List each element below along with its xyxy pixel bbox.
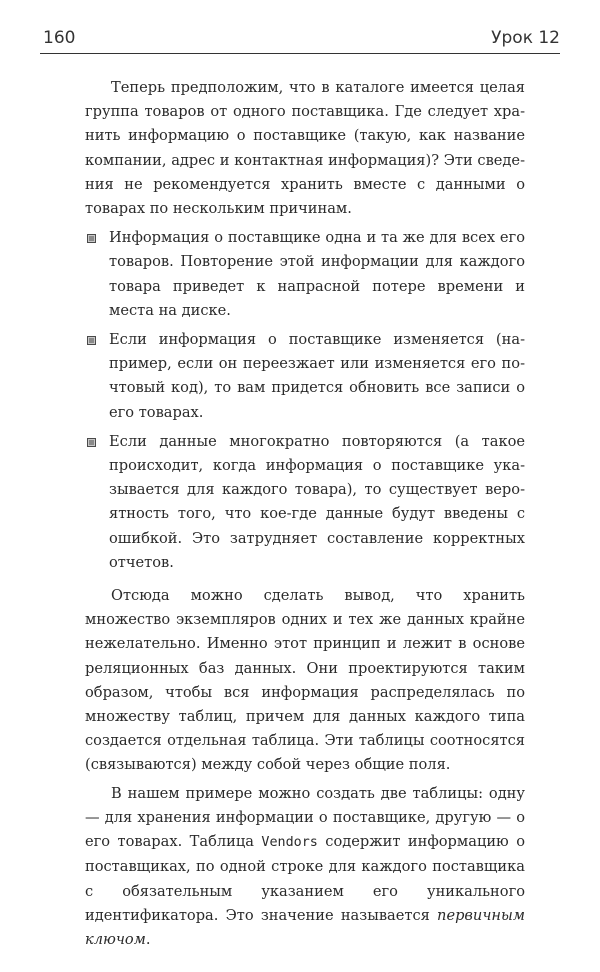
table-name-code: Vendors	[261, 835, 318, 851]
list-item-text: Информация о поставщике одна и та же для всех его товаров. Повторение этой информации для каждого товара приведет к напрасной потере времени и места на диске.	[109, 229, 525, 319]
page-header	[40, 22, 560, 52]
paragraph-example	[85, 782, 525, 952]
header-rule	[40, 53, 560, 54]
paragraph-intro: Теперь предположим, что в каталоге имеется целая группа товаров от одного поставщика. Где следует хранить информацию о поставщике (такую, как название компании, адрес и контактная информация)? Эти сведения не рекомендуется хранить вместе с данными о товарах по нескольким причинам.	[85, 79, 525, 218]
list-item	[109, 328, 525, 425]
running-head: Урок 12	[491, 28, 560, 48]
page-body	[85, 76, 525, 952]
list-item-text: Если информация о поставщике изменяется (например, если он переезжает или изменяется его почтовый код), то вам придется обновить все записи о его товарах.	[109, 331, 525, 421]
example-text-start: В нашем примере можно создать две таблицы: одну — для хранения информации о поставщике, другую — о его товарах. Таблица	[85, 784, 525, 851]
list-item-text: Если данные многократно повторяются (а такое происходит, когда информация о поставщике указывается для каждого товара), то существует вероятность того, что кое-где данные будут введены с ошибкой. Это затрудняет составление корректных отчетов.	[109, 432, 525, 571]
paragraph-conclusion: Отсюда можно сделать вывод, что хранить множество экземпляров одних и тех же данных крайне нежелательно. Именно этот принцип и лежит в основе реляционных баз данных. Они проектируются таким образом, чтобы вся информация распределялась по множеству таблиц, причем для данных каждого типа создается отдельная таблица. Эти таблицы соотносятся (связываются) между собой через общие поля.	[85, 587, 525, 774]
bullet-list	[85, 226, 525, 575]
square-bullet-icon	[87, 234, 96, 243]
list-item	[109, 430, 525, 575]
page-number: 160	[43, 28, 76, 48]
term-primary-key: первичным ключом	[85, 906, 525, 948]
square-bullet-icon	[87, 336, 96, 345]
list-item	[109, 226, 525, 323]
example-text-end: .	[145, 930, 151, 948]
square-bullet-icon	[87, 438, 96, 447]
example-text-middle: содержит информацию о поставщиках, по одной строке для каждого поставщика с обязательным указанием его уникального идентификатора. Это значение называется	[85, 833, 525, 924]
